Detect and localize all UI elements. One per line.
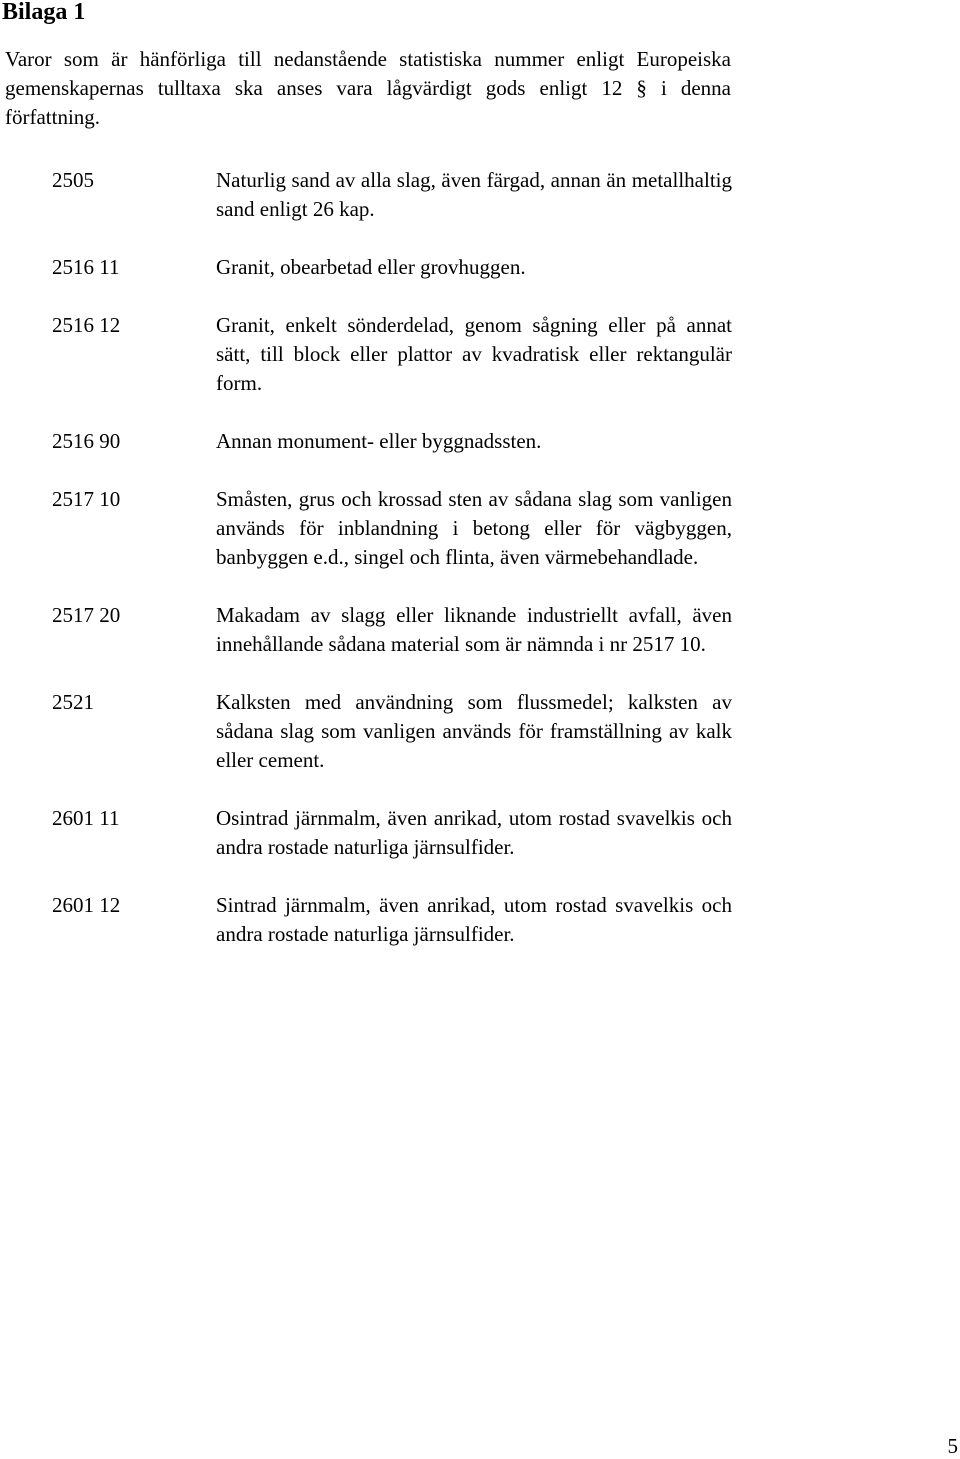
tariff-description: Granit, obearbetad eller grovhuggen. bbox=[216, 255, 526, 279]
tariff-code: 2505 bbox=[52, 168, 94, 192]
tariff-entry bbox=[52, 804, 732, 862]
tariff-description: Naturlig sand av alla slag, även färgad, annan än metallhaltig sand enligt 26 kap. bbox=[216, 168, 732, 221]
tariff-code: 2521 bbox=[52, 690, 94, 714]
tariff-description: Kalksten med användning som flussmedel; kalksten av sådana slag som vanligen används för framställning av kalk eller cement. bbox=[216, 690, 732, 772]
tariff-code: 2516 90 bbox=[52, 429, 121, 453]
tariff-description: Osintrad järnmalm, även anrikad, utom rostad svavelkis och andra rostade naturliga järnsulfider. bbox=[216, 806, 732, 859]
tariff-description: Sintrad järnmalm, även anrikad, utom rostad svavelkis och andra rostade naturliga järnsulfider. bbox=[216, 893, 732, 946]
tariff-entry bbox=[52, 311, 732, 398]
intro-paragraph: Varor som är hänförliga till nedanstående statistiska nummer enligt Europeiska gemenskapernas tulltaxa ska anses vara lågvärdigt gods enligt 12 § i denna författning. bbox=[5, 47, 731, 129]
tariff-entry bbox=[52, 601, 732, 659]
tariff-code: 2517 10 bbox=[52, 487, 121, 511]
page-title: Bilaga 1 bbox=[2, 0, 86, 25]
tariff-code: 2516 12 bbox=[52, 313, 121, 337]
tariff-entry bbox=[52, 891, 732, 949]
tariff-description: Granit, enkelt sönderdelad, genom sågning eller på annat sätt, till block eller plattor av kvadratisk eller rektangulär form. bbox=[216, 313, 732, 395]
page-number: 5 bbox=[947, 1434, 958, 1458]
tariff-code: 2516 11 bbox=[52, 255, 120, 279]
tariff-description: Makadam av slagg eller liknande industriellt avfall, även innehållande sådana material som är nämnda i nr 2517 10. bbox=[216, 603, 732, 656]
tariff-code: 2517 20 bbox=[52, 603, 121, 627]
tariff-list bbox=[52, 166, 732, 978]
tariff-entry bbox=[52, 485, 732, 572]
tariff-code: 2601 11 bbox=[52, 806, 120, 830]
tariff-description: Småsten, grus och krossad sten av sådana slag som vanligen används för inblandning i betong eller för vägbyggen, banbyggen e.d., singel och flinta, även värmebehandlade. bbox=[216, 487, 732, 569]
tariff-description: Annan monument- eller byggnadssten. bbox=[216, 429, 542, 453]
tariff-entry bbox=[52, 253, 732, 282]
tariff-entry bbox=[52, 166, 732, 224]
tariff-entry bbox=[52, 688, 732, 775]
tariff-entry bbox=[52, 427, 732, 456]
tariff-code: 2601 12 bbox=[52, 893, 121, 917]
